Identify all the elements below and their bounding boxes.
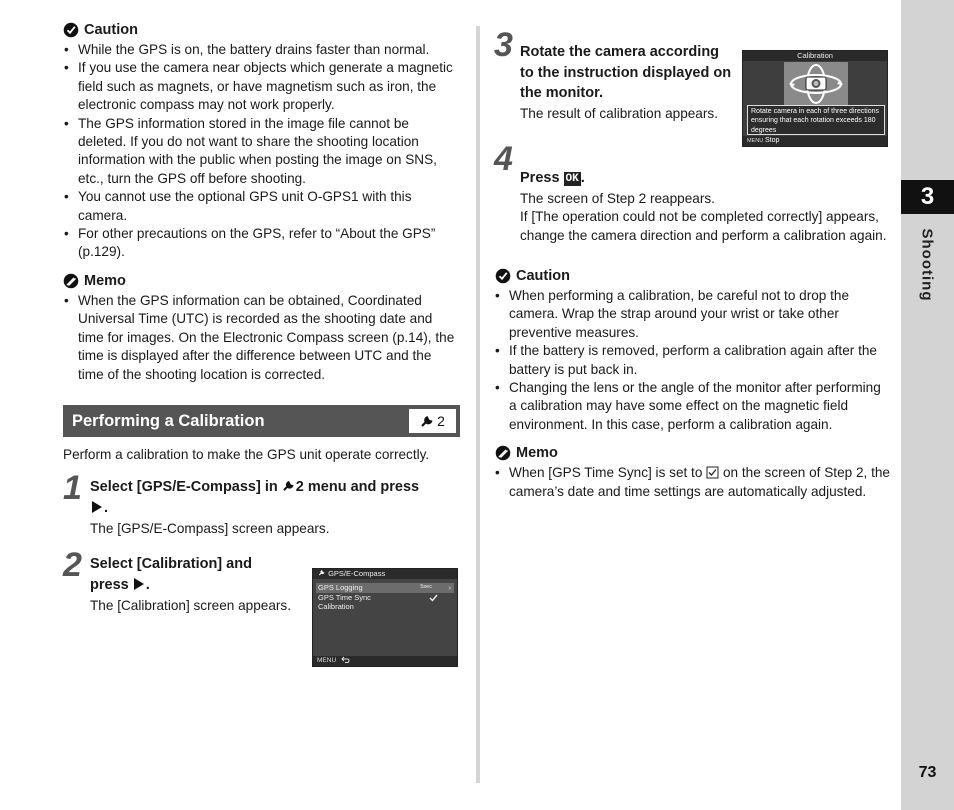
step-result: The screen of Step 2 reappears. [520, 190, 715, 206]
camera-rotation-illustration [784, 62, 848, 106]
gps-ecompass-screen [312, 568, 458, 667]
memo-list [494, 464, 890, 501]
memo-icon [63, 273, 79, 289]
step-number: 2 [63, 546, 82, 585]
step-result: The [Calibration] screen appears. [90, 598, 291, 614]
right-arrow-icon [92, 501, 102, 513]
step-title: Select [Calibration] and press . [90, 556, 252, 593]
setup-menu-tag [409, 409, 456, 433]
step-title: Rotate the camera according to the instruction displayed on the monitor. [520, 44, 732, 101]
menu-row-calibration[interactable]: Calibration [318, 602, 354, 611]
calibration-screen [742, 50, 888, 147]
memo-heading [63, 273, 460, 289]
step-note: If [The operation could not be completed correctly] appears, change the camera direction and perform a calibration again. [520, 209, 887, 243]
caution-item: • The GPS information stored in the image file cannot be deleted. If you do not want to share the shooting location information with the public when posting the image on SNS, etc., turn the GPS off before shooting. [63, 115, 460, 189]
screen-footer: MENU Stop [743, 136, 887, 146]
ok-button-icon: OK [565, 173, 579, 185]
step-number: 1 [63, 469, 82, 508]
memo-icon [495, 445, 511, 461]
stop-label: Stop [765, 137, 780, 144]
wrench-icon [420, 414, 435, 428]
step-result: The result of calibration appears. [520, 105, 718, 121]
caution-item: • Changing the lens or the angle of the monitor after performing a calibration may have some effect on the magnetic field environment. In this case, perform a calibration again. [494, 379, 890, 434]
step-number: 4 [494, 140, 513, 178]
caution-item: • You cannot use the optional GPS unit O-GPS1 with this camera. [63, 188, 460, 225]
screen-title: Calibration [743, 51, 887, 61]
caution-heading [63, 22, 460, 38]
checkbox-checked-icon [706, 466, 719, 479]
menu-row-gps-logging[interactable]: GPS Logging 5sec › [316, 583, 454, 593]
back-arrow-icon [341, 656, 351, 663]
setup-menu-number: 2 [437, 412, 445, 429]
caution-icon [63, 22, 79, 38]
chapter-side-tab [901, 0, 954, 810]
caution-item: • When performing a calibration, be careful not to drop the camera. Wrap the strap around your wrist or take other preventive measures. [494, 287, 890, 342]
caution-title: Caution [84, 22, 138, 38]
chapter-number: 3 [901, 180, 954, 214]
section-intro: Perform a calibration to make the GPS unit operate correctly. [63, 446, 430, 462]
chapter-label: Shooting [918, 228, 936, 302]
caution-list [63, 41, 460, 262]
wrench-icon [318, 569, 326, 576]
step-title: Press OK . [520, 170, 585, 186]
menu-row-gps-time-sync[interactable]: GPS Time Sync [313, 593, 457, 603]
memo-list [63, 292, 460, 384]
column-divider [476, 26, 480, 783]
screen-title: GPS/E-Compass [313, 569, 457, 579]
step-1 [63, 469, 460, 544]
caution-item: • For other precautions on the GPS, refer to “About the GPS” (p.129). [63, 225, 460, 262]
memo-item: • When [GPS Time Sync] is set to on the screen of Step 2, the camera’s date and time settings are automatically adjusted. [494, 464, 890, 501]
step-number: 3 [494, 26, 513, 64]
memo-heading [495, 445, 890, 461]
checkbox-checked-icon [429, 594, 438, 602]
right-arrow-icon [134, 578, 144, 590]
caution-icon [495, 268, 511, 284]
page-number: 73 [918, 764, 937, 781]
step-result: The [GPS/E-Compass] screen appears. [90, 521, 330, 537]
memo-title: Memo [84, 272, 126, 289]
step-title: Select [GPS/E-Compass] in 2 menu and press . [90, 479, 420, 516]
memo-title: Memo [516, 445, 558, 462]
chevron-right-icon: › [448, 583, 451, 592]
caution-title: Caution [516, 268, 570, 284]
screen-footer: MENU [313, 656, 457, 666]
calibration-instruction: Rotate camera in each of three directions ensuring that each rotation exceeds 180 degrees [747, 105, 885, 135]
wrench-icon [282, 479, 296, 492]
caution-list [494, 287, 890, 434]
caution-heading [495, 268, 890, 284]
caution-item: • While the GPS is on, the battery drains faster than normal. [63, 41, 460, 59]
left-column [63, 22, 460, 661]
caution-item: • If you use the camera near objects which generate a magnetic field such as magnets, or have magnetism such as iron, the electronic compass may not work properly. [63, 59, 460, 114]
section-header [63, 405, 460, 437]
caution-item: • If the battery is removed, perform a calibration again after the battery is put back in. [494, 342, 890, 379]
memo-item: • When the GPS information can be obtained, Coordinated Universal Time (UTC) is recorded as the shooting date and time for images. On the Electronic Compass screen (p.14), the time is displayed after the difference between UTC and the time of the shooting location is corrected. [63, 292, 460, 384]
section-title: Performing a Calibration [72, 411, 265, 430]
